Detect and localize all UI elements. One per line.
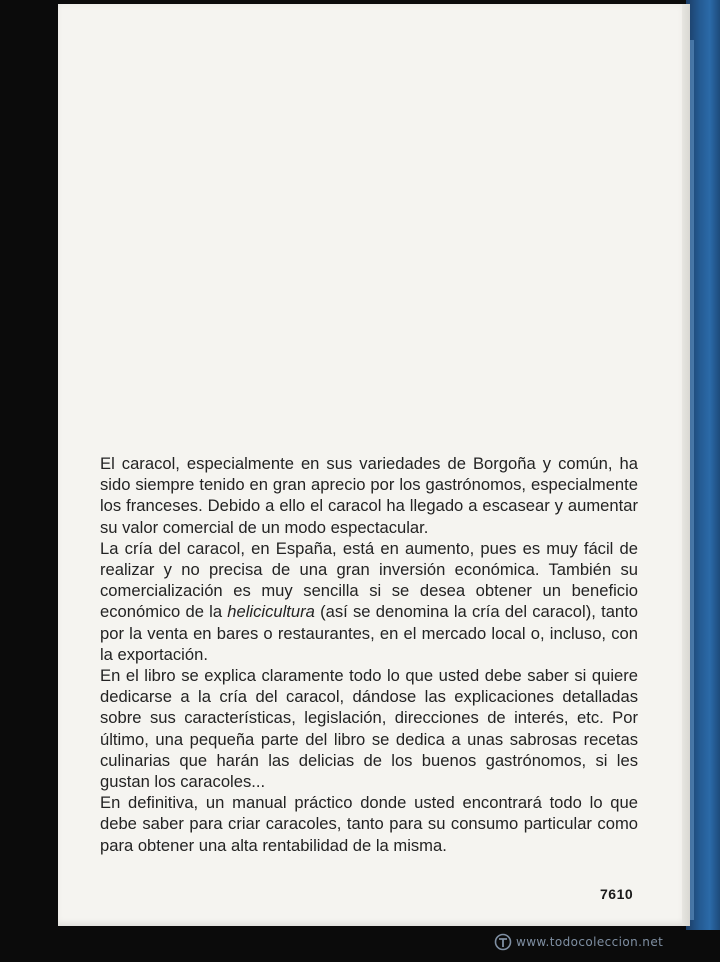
- back-cover-blurb: [100, 453, 638, 856]
- spine-highlight: [690, 40, 694, 920]
- blurb-italic-term: helicicultura: [227, 602, 315, 622]
- cover-edge: [682, 4, 690, 926]
- watermark: [494, 932, 663, 952]
- todocoleccion-logo-icon: [494, 933, 512, 951]
- blurb-paragraph-2-start: La cría del caracol, en España, está en aumento, pues es muy fácil de realizar y no precisa de una gran inversión económica. También su comercialización es muy sencilla si se desea obtener un beneficio económico de la: [100, 538, 638, 622]
- catalog-code: 7610: [600, 886, 634, 902]
- blurb-paragraph-2: [100, 538, 638, 665]
- blurb-paragraph-3: En el libro se explica claramente todo lo que usted debe saber si quiere dedicarse a la cría del caracol, dándose las explicaciones detalladas sobre sus características, legislación, direcciones de interés, etc. Por último, una pequeña parte del libro se dedica a unas sabrosas recetas culinarias que harán las delicias de los buenos gastrónomos, si les gustan los caracoles...: [100, 666, 638, 792]
- blurb-paragraph-2-end: (así se denomina la cría del caracol), tanto por la venta en bares o restaurantes, en el mercado local o, incluso, con la exportación.: [100, 602, 638, 664]
- blurb-paragraph-4: En definitiva, un manual práctico donde usted encontrará todo lo que debe saber para criar caracoles, tanto para su consumo particular como para obtener una alta rentabilidad de la misma.: [100, 793, 638, 855]
- blurb-paragraph-1: El caracol, especialmente en sus variedades de Borgoña y común, ha sido siempre tenido en gran aprecio por los gastrónomos, especialmente los franceses. Debido a ello el caracol ha llegado a escasear y aumentar su valor comercial de un modo espectacular.: [100, 454, 638, 537]
- watermark-text: www.todocoleccion.net: [516, 935, 664, 949]
